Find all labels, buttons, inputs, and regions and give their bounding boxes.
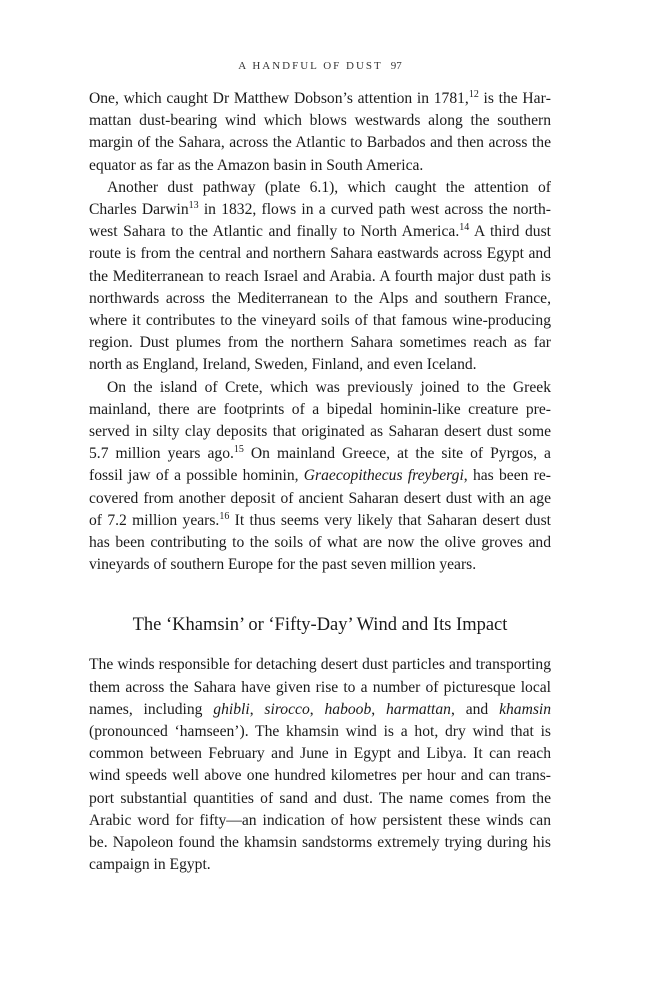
italic-term: harmattan xyxy=(386,700,451,718)
paragraph-text: A third dust route is from the central and northern Sahara eastwards across Egypt and the Mediterranean to reach Israel and Arabia. A fourth major dust path is northwards across the Mediterranean to the Alps and southern France, where it contributes to the vineyard soils of that famous wine-producing region. Dust plumes from the northern Sahara sometimes reach as far north as England, Ireland, Sweden, Finland, and even Iceland. xyxy=(89,223,552,374)
paragraph-text: , xyxy=(249,700,265,718)
running-title: A HANDFUL OF DUST xyxy=(238,60,383,72)
italic-term: khamsin xyxy=(499,700,552,718)
body-text xyxy=(89,88,551,877)
paragraph-text: One, which caught Dr Matthew Dobson’s attention in 1781, xyxy=(89,90,469,107)
footnote-marker: 16 xyxy=(219,510,230,522)
running-head xyxy=(89,60,551,72)
paragraph-text: , xyxy=(371,700,386,718)
footnote-marker: 12 xyxy=(468,89,479,100)
italic-term: ghibli xyxy=(213,700,250,718)
paragraph-text: , has been recovered from another deposit of ancient Saharan desert dust with an age of 7.2 million years. xyxy=(89,467,551,529)
italic-term: sirocco xyxy=(264,700,310,718)
paragraph-text: The winds responsible for detaching desert dust particles and transporting them across the Sahara have given rise to a number of picturesque local names, including xyxy=(89,656,551,718)
paragraph-text: On mainland Greece, at the site of Pyrgos, a fossil jaw of a possible hominin, xyxy=(89,445,551,485)
paragraph-text: It thus seems very likely that Saharan desert dust has been contributing to the soils of what are now the olive groves and vineyards of southern Europe for the past seven million years. xyxy=(89,511,551,574)
footnote-marker: 13 xyxy=(188,200,199,212)
chapter-paragraphs xyxy=(89,88,551,576)
paragraph-text: (pronounced ‘hamseen’). The khamsin wind is a hot, dry wind that is common between February and June in Egypt and Libya. It can reach wind speeds well above one hundred kilometres per hour and can transport substantial quantities of sand and dust. The name comes from the Arabic word for fifty—an indication of how persistent these winds can be. Napoleon found the khamsin sandstorms extremely trying during his campaign in Egypt. xyxy=(89,723,551,874)
paragraph-text: On the island of Crete, which was previously joined to the Greek mainland, there are footprints of a bipedal hominin-like creature preserved in silty clay deposits that originated as Saharan desert dust some 5.7 million years ago. xyxy=(89,378,551,463)
paragraph xyxy=(89,654,551,876)
italic-term: Graecopithecus freybergi xyxy=(303,467,464,485)
footnote-marker: 15 xyxy=(233,444,244,456)
paragraph-text: is the Harmattan dust-bearing wind which blows westwards along the southern margin of the Sahara, across the Atlantic to Barbados and then across the equator as far as the Amazon basin in South America. xyxy=(89,90,551,174)
italic-term: haboob xyxy=(324,700,372,718)
paragraph xyxy=(89,177,551,377)
footnote-marker: 14 xyxy=(459,222,470,234)
paragraph-text: in 1832, flows in a curved path west across the northwest Sahara to the Atlantic and finally to North America. xyxy=(89,201,551,241)
paragraph xyxy=(89,377,551,577)
section-heading: The ‘Khamsin’ or ‘Fifty-Day’ Wind and Its Impact xyxy=(132,615,508,636)
paragraph-text: , and xyxy=(450,700,500,718)
section-paragraphs xyxy=(89,654,551,876)
paragraph-text: Another dust pathway (plate 6.1), which caught the attention of Charles Darwin xyxy=(89,178,551,219)
paragraph xyxy=(89,88,551,177)
page-number: 97 xyxy=(390,60,402,72)
paragraph-text: , xyxy=(309,700,325,718)
